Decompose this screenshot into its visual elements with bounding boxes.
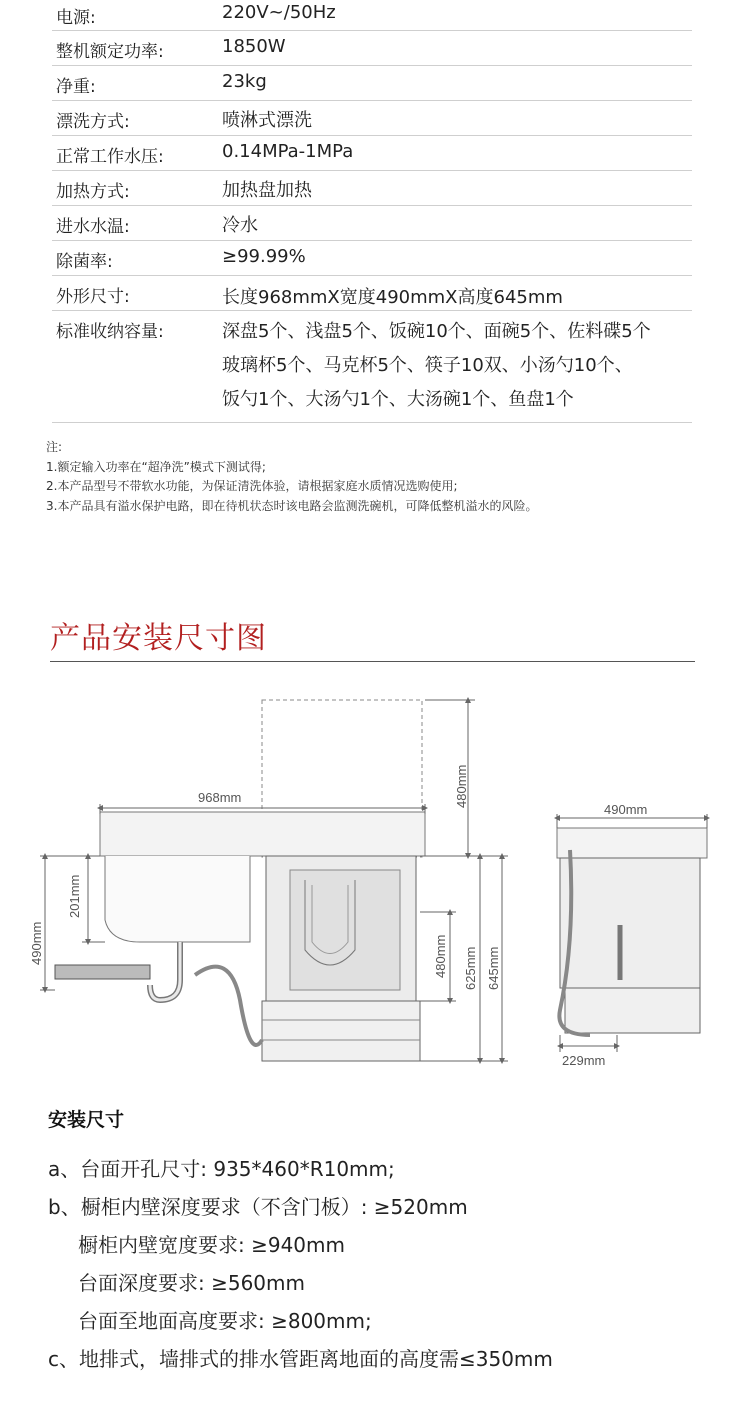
section-title: 产品安装尺寸图 (50, 621, 267, 656)
installation-diagram (0, 680, 750, 1090)
spec-value: 220V~/50Hz (222, 2, 336, 23)
capacity-lines (222, 315, 651, 417)
capacity-line: 饭勺1个、大汤勺1个、大汤碗1个、鱼盘1个 (222, 389, 574, 410)
spec-value: 0.14MPa-1MPa (222, 141, 354, 162)
spec-row-rinse (52, 101, 692, 136)
drain-hose (55, 965, 150, 979)
dim-645: 645mm (486, 946, 501, 990)
side-body (560, 858, 700, 988)
notes (46, 438, 537, 516)
spec-key: 电源: (56, 8, 96, 28)
countertop (100, 812, 425, 856)
dim-480-top: 480mm (454, 764, 469, 808)
note-item: 2.本产品型号不带软水功能，为保证清洗体验，请根据家庭水质情况选购使用; (46, 479, 458, 493)
spec-key: 外形尺寸: (56, 287, 130, 307)
dim-229: 229mm (562, 1053, 606, 1068)
spec-key: 整机额定功率: (56, 42, 164, 62)
note-item: 3.本产品具有溢水保护电路，即在待机状态时该电路会监测洗碗机，可降低整机溢水的风险。 (46, 498, 538, 513)
spec-table (52, 0, 692, 423)
dishwasher-base (262, 1001, 420, 1061)
spec-value: 1850W (222, 36, 286, 57)
spec-value: 加热盘加热 (222, 180, 312, 201)
capacity-line: 深盘5个、浅盘5个、饭碗10个、面碗5个、佐料碟5个 (222, 321, 651, 342)
spec-row-water-temp (52, 206, 692, 241)
spec-row-power (52, 31, 692, 66)
spec-key: 正常工作水压: (56, 147, 164, 167)
install-line: 台面至地面高度要求: ≥800mm; (78, 1309, 372, 1333)
install-line: b、橱柜内壁深度要求（不含门板）: ≥520mm (48, 1195, 468, 1219)
spec-row-dimensions (52, 276, 692, 311)
dim-968: 968mm (198, 790, 242, 805)
sink-basin (105, 856, 250, 942)
notes-title: 注: (46, 440, 63, 454)
spec-value: 23kg (222, 71, 267, 92)
spec-row-sterilization (52, 241, 692, 276)
install-line: c、地排式，墙排式的排水管距离地面的高度需≤350mm (48, 1347, 553, 1371)
spec-row-power-supply (52, 0, 692, 31)
install-title: 安装尺寸 (48, 1109, 125, 1131)
capacity-line: 玻璃杯5个、马克杯5个、筷子10双、小汤勺10个、 (222, 355, 633, 376)
spec-value: 喷淋式漂洗 (222, 110, 312, 131)
spec-row-weight (52, 66, 692, 101)
spec-value: ≥99.99% (222, 246, 306, 267)
install-line: 台面深度要求: ≥560mm (78, 1271, 305, 1295)
side-countertop (557, 828, 707, 858)
side-base (565, 988, 700, 1033)
spec-key: 漂洗方式: (56, 112, 130, 132)
spec-key: 除菌率: (56, 252, 113, 272)
spec-key: 进水水温: (56, 217, 130, 237)
dim-480-body: 480mm (433, 934, 448, 978)
dim-490-side: 490mm (29, 921, 44, 965)
dim-201: 201mm (67, 874, 82, 918)
dim-625: 625mm (463, 946, 478, 990)
spec-key: 标准收纳容量: (56, 322, 164, 342)
section-divider (50, 661, 695, 662)
install-line: a、台面开孔尺寸: 935*460*R10mm; (48, 1157, 395, 1181)
spec-key: 净重: (56, 77, 96, 97)
spec-value: 冷水 (222, 215, 258, 236)
note-item: 1.额定输入功率在“超净洗”模式下测试得; (46, 459, 266, 474)
dim-490-width: 490mm (604, 802, 648, 817)
spec-value: 长度968mmX宽度490mmX高度645mm (222, 287, 563, 308)
install-line: 橱柜内壁宽度要求: ≥940mm (78, 1233, 345, 1257)
spec-row-pressure (52, 136, 692, 171)
spec-key: 加热方式: (56, 182, 130, 202)
spec-row-capacity (52, 311, 692, 423)
spec-row-heating (52, 171, 692, 206)
